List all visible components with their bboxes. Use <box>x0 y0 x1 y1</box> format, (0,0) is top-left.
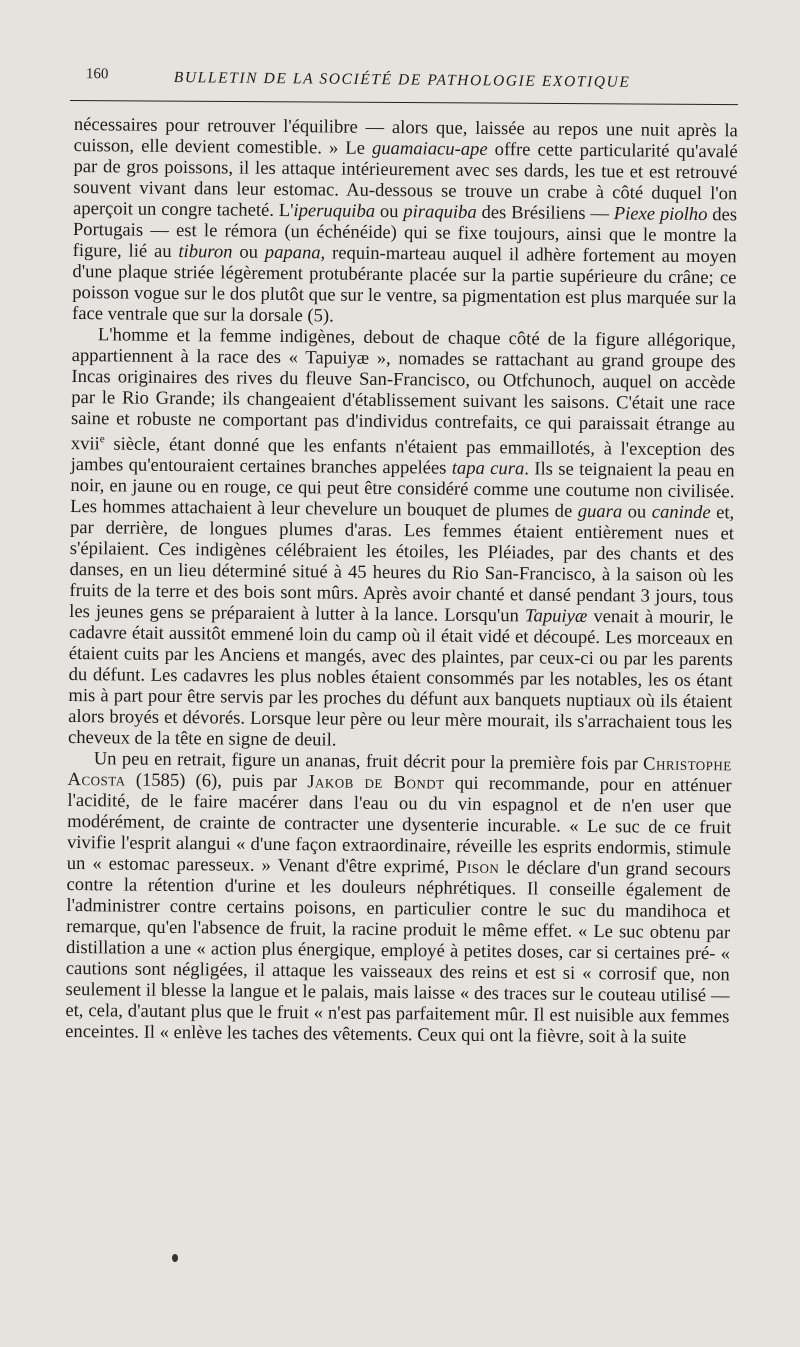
body-text <box>65 114 738 1049</box>
text-run: des Portugais — est le rémora (un échénéide) qui se fixe toujours, ainsi que le montre la figure, lié au <box>72 204 738 263</box>
text-run: qui recommande, pour en atténuer l'acidité, de le faire macérer dans l'eau ou du vin espagnol et de n'en user que modérément, de crainte de contracter une dysenterie incurable. « Le suc de ce fruit vivifie l'esprit alangui « d'une façon extraordinaire, réveille les esprits endormis, stimule un « estomac paresseux. » Venant d'être exprimé, <box>66 772 732 878</box>
italic-term: guara <box>577 501 623 523</box>
italic-term: Piexe piolho <box>613 203 708 226</box>
text-run: ou <box>232 241 265 263</box>
italic-term: tiburon <box>178 241 233 263</box>
text-run: . Ils se teignaient la peau en noir, en jaune ou en rouge, ce qui peut être considéré comme une coutume non civilisée. Les hommes attachaient à leur chevelure un bouquet de plumes de <box>70 458 735 523</box>
running-title: BULLETIN DE LA SOCIÉTÉ DE PATHOLOGIE EXOTIQUE <box>173 69 631 91</box>
italic-term: guamaiacu-ape <box>371 137 488 160</box>
text-run: venait à mourir, le cadavre était aussitôt emmené loin du camp où il était vidé et découpé. Les morceaux en étaient cuits par les Anciens et mangés, avec des plaintes, par ceux-ci ou par les parents du défunt. Les cadavres les plus nobles étaient consommés par les notables, les os étant mis à part pour être servis par les proches du défunt aux banquets nuptiaux où ils étaient alors broyés et dévorés. Lorsque leur père ou leur mère mourait, ils s'arrachaient tous les cheveux de la tête en signe de deuil. <box>67 606 734 751</box>
text-run: siècle, étant donné que les enfants n'étaient pas emmaillotés, à l'exception des jambes qu'entouraient certaines branches appelées <box>70 433 735 479</box>
text-run: offre cette particularité qu'avalé par de gros poissons, il les attaque intérieurement avec ses dards, les tue et est retrouvé souvent vivant dans leur estomac. Au-dessous se trouve un crabe à côté duquel l'on aperçoit un congre tacheté. L' <box>72 138 738 222</box>
text-run: , requin-marteau auquel il adhère fortement au moyen d'une plaque striée légèrement protubérante placée sur la partie supérieure du crâne; ce poisson vogue sur le dos plutôt que sur le ventre, sa pigmentation est plus marquée sur la face ventrale que sur la dorsale (5). <box>71 242 737 327</box>
paragraph-3 <box>65 748 732 1048</box>
italic-term: iperuquiba <box>293 200 376 222</box>
ink-smudge <box>172 1254 178 1262</box>
text-run: ou <box>622 501 652 523</box>
text-run: et, par derrière, de longues plumes d'aras. Les femmes étaient entièrement nues et s'épilaient. Ces indigènes célébraient les étoiles, les Pléiades, par des chants et des danses, en un lieu déterminé situé à 45 heures du Rio San-Francisco, à la saison où les fruits de la terre et des bois sont mûrs. Après avoir chanté et dansé pendant 3 jours, tous les jeunes gens se préparaient à lutter à la lance. Lorsqu'un <box>69 502 735 627</box>
italic-term: papana <box>264 241 321 264</box>
italic-term: Tapuiyæ <box>524 605 588 628</box>
author-name: Jakob de Bondt <box>307 771 445 794</box>
paragraph-1 <box>72 114 738 330</box>
superscript: e <box>99 433 105 446</box>
author-name: Christophe Acosta <box>67 753 732 791</box>
italic-term: tapa cura <box>451 457 525 480</box>
text-run: Un peu en retrait, figure un ananas, fruit décrit pour la première fois par <box>93 748 644 775</box>
text-run: ou <box>374 200 404 223</box>
italic-term: caninde <box>651 501 711 524</box>
paragraph-2 <box>68 324 736 755</box>
text-run: le déclare d'un grand secours contre la rétention d'urine et les douleurs néphrétiques. Il conseille également de l'administrer contre certains poisons, en particulier contre le suc du mandihoca et remarque, qu'en l'absence de fruit, la racine produit le même effet. « Le suc obtenu par distillation a une « action plus énergique, employé à petites doses, car si certaines pré- « cautions sont négligées, il attaque les vaisseaux des reins et est si « corrosif que, non seulement il blesse la langue et le palais, mais laisse « des traces sur le couteau utilisé — et, cela, d'autant plus que le fruit « n'est pas parfaitement mûr. Il est nuisible aux femmes enceintes. Il « enlève les taches des vêtements. Ceux qui ont la fièvre, soit à la suite <box>65 857 731 1049</box>
author-name: Pison <box>456 856 500 879</box>
text-run: des Brésiliens — <box>476 201 614 225</box>
page-number: 160 <box>85 66 109 83</box>
italic-term: piraquiba <box>403 201 477 223</box>
text-run: (1585) (6), puis par <box>125 769 308 793</box>
text-run: L'homme et la femme indigènes, debout de chaque côté de la figure allégorique, appartiennent à la race des « Tapuiyæ », nomades se rattachant au grand groupe des Incas originaires des rives du fleuve San-Francisco, ou Otfchunoch, auquel on accède par le Rio Grande; ils changeaient d'établissement suivant les saisons. C'était une race saine et robuste ne comportant pas d'individus contrefaits, ce qui paraissait étrange au xvii <box>70 324 736 455</box>
text-run: nécessaires pour retrouver l'équilibre — alors que, laissée au repos une nuit après la cuisson, elle devient comestible. » Le <box>73 114 738 159</box>
